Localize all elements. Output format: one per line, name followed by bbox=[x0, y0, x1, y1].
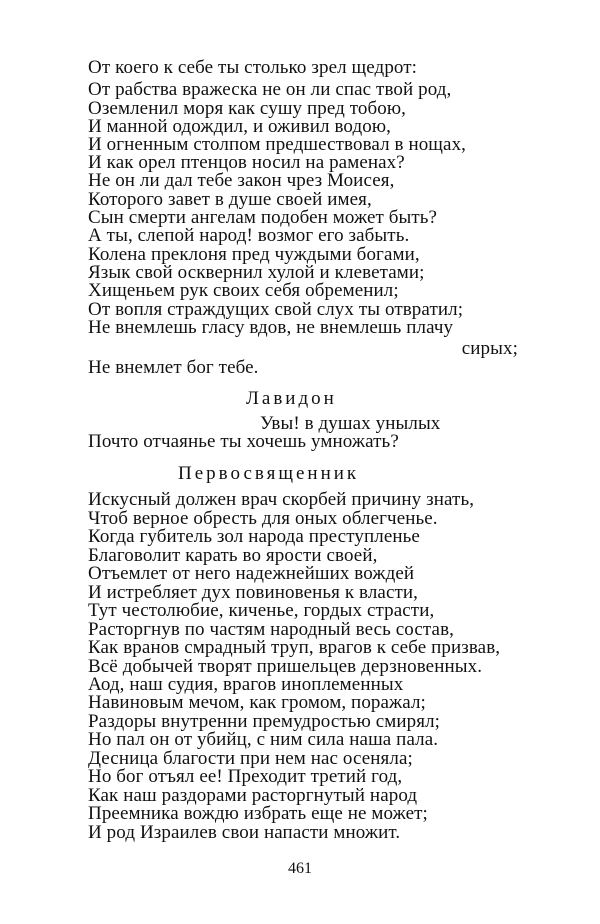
speaker-name: Лавидон bbox=[246, 388, 337, 409]
verse-line: Всё добычей творят пришельцев дерзновенных. bbox=[88, 656, 483, 677]
verse-line: Искусный должен врач скорбей причину знать, bbox=[88, 489, 475, 510]
verse-line: Которого завет в душе своей имея, bbox=[88, 189, 372, 210]
verse-line-continuation: сирых; bbox=[461, 338, 518, 359]
verse-line: Чтоб верное обресть для оных облегченье. bbox=[88, 508, 438, 529]
verse-line: Отъемлет от него надежнейших вождей bbox=[88, 563, 415, 584]
verse-line: Как наш раздорами расторгнутый народ bbox=[88, 785, 418, 806]
verse-line: Как вранов смрадный труп, врагов к себе призвав, bbox=[88, 637, 501, 658]
verse-line: Аод, наш судия, врагов иноплеменных bbox=[88, 674, 404, 695]
verse-line: Десница благости при нем нас осеняла; bbox=[88, 748, 413, 769]
verse-line: И истребляет дух повиновенья к власти, bbox=[88, 582, 419, 603]
verse-line: Раздоры внутренни премудростью смирял; bbox=[88, 711, 441, 732]
verse-line: Когда губитель зол народа преступленье bbox=[88, 526, 420, 547]
verse-line: И огненным столпом предшествовал в нощах, bbox=[88, 134, 467, 155]
speaker-name: Первосвященник bbox=[178, 463, 360, 484]
verse-line: Сын смерти ангелам подобен может быть? bbox=[88, 207, 438, 228]
verse-line: И манной одождил, и оживил водою, bbox=[88, 116, 391, 137]
verse-line: А ты, слепой народ! возмог его забыть. bbox=[88, 225, 410, 246]
verse-line: Язык свой осквернил хулой и клеветами; bbox=[88, 262, 425, 283]
verse-line: Увы! в душах унылых bbox=[260, 413, 441, 434]
verse-line: Расторгнув по частям народный весь состав, bbox=[88, 619, 454, 640]
verse-line: От рабства вражеска не он ли спас твой род, bbox=[88, 79, 452, 100]
verse-line: Тут честолюбие, киченье, гордых страсти, bbox=[88, 600, 435, 621]
verse-line: Хищеньем рук своих себя обременил; bbox=[88, 280, 399, 301]
verse-line: Навиновым мечом, как громом, поражал; bbox=[88, 692, 426, 713]
verse-line: Оземленил моря как сушу пред тобою, bbox=[88, 98, 407, 119]
verse-line: Не он ли дал тебе закон чрез Моисея, bbox=[88, 170, 395, 191]
verse-line: И род Израилев свои напасти множит. bbox=[88, 822, 401, 843]
verse-line: Но пал он от убийц, с ним сила наша пала. bbox=[88, 729, 439, 750]
verse-line: Не внемлет бог тебе. bbox=[88, 357, 259, 378]
verse-line: И как орел птенцов носил на раменах? bbox=[88, 152, 405, 173]
verse-line: Почто отчаянье ты хочешь умножать? bbox=[88, 431, 399, 452]
verse-line: От коего к себе ты столько зрел щедрот: bbox=[88, 57, 418, 78]
verse-line: Преемника вождю избрать еще не может; bbox=[88, 803, 428, 824]
page-number: 461 bbox=[288, 860, 312, 877]
verse-line: Колена преклоня пред чуждыми богами, bbox=[88, 244, 420, 265]
verse-line: Благоволит карать во ярости своей, bbox=[88, 545, 378, 566]
verse-line: От вопля страждущих свой слух ты отвратил; bbox=[88, 299, 464, 320]
verse-line: Но бог отъял ее! Преходит третий год, bbox=[88, 766, 403, 787]
verse-line: Не внемлешь гласу вдов, не внемлешь плачу bbox=[88, 317, 454, 338]
